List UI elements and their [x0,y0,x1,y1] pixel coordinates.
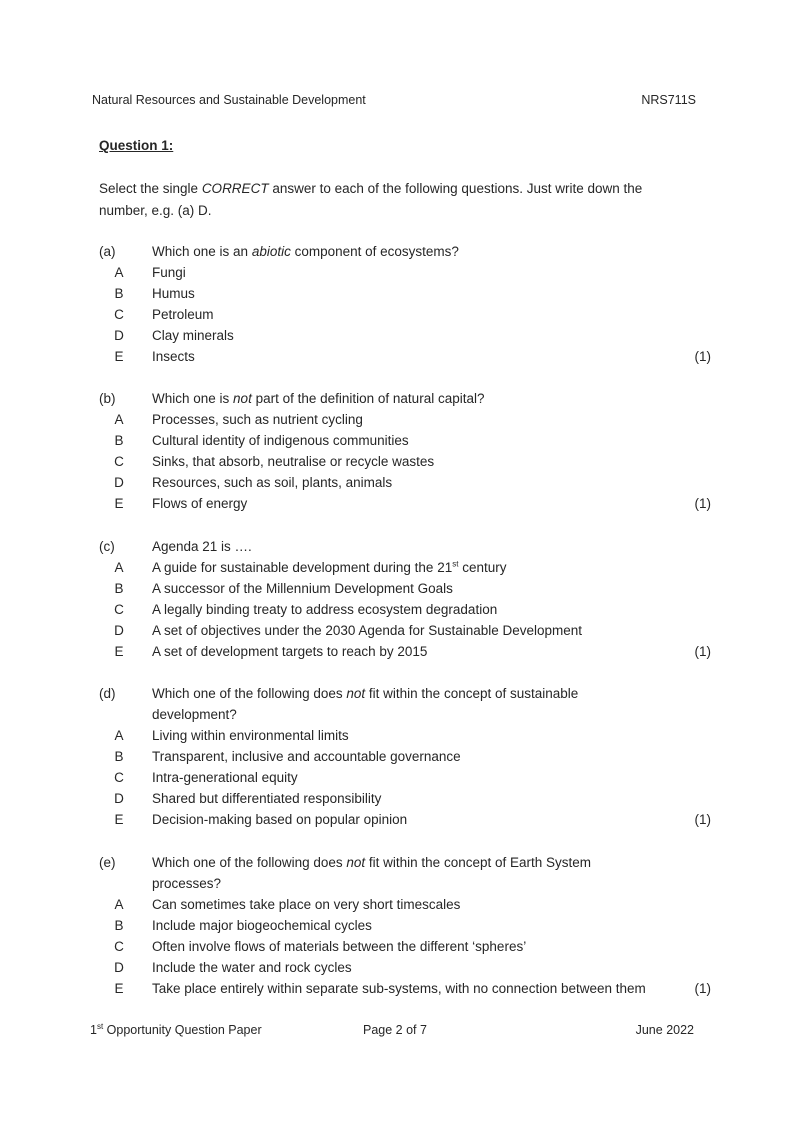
option-letter: B [114,581,124,596]
option-letter: A [114,728,124,743]
option-letter: C [114,770,124,785]
mark-allocation: (1) [694,812,711,827]
question-a [0,241,794,367]
option-row [0,472,794,493]
option-letter: D [114,475,124,490]
option-row [0,346,794,367]
option-letter: C [114,939,124,954]
option-letter: D [114,960,124,975]
option-letter: A [114,897,124,912]
option-letter: D [114,623,124,638]
option-letter: E [114,981,124,996]
option-letter: A [114,560,124,575]
question-c [0,536,794,662]
option-letter: B [114,286,124,301]
question-label: (d) [99,686,116,701]
question-title: Question 1: [99,138,174,153]
option-letter: C [114,307,124,322]
option-row [0,493,794,514]
course-title: Natural Resources and Sustainable Development [92,93,366,107]
option-row [0,788,794,809]
question-label: (a) [99,244,116,259]
option-row [0,451,794,472]
option-letter: B [114,749,124,764]
option-row [0,936,794,957]
option-row [0,915,794,936]
footer-page-number: Page 2 of 7 [363,1023,427,1037]
option-text: Petroleum [152,307,214,322]
option-row [0,599,794,620]
question-label: (e) [99,855,116,870]
option-row [0,557,794,578]
option-row [0,304,794,325]
question-label: (c) [99,539,115,554]
option-letter: A [114,412,124,427]
option-text: Take place entirely within separate sub-systems, with no connection between them [152,981,646,996]
option-row [0,978,794,999]
footer-date: June 2022 [635,1023,694,1037]
question-stem: Which one is not part of the definition of natural capital? [152,391,485,406]
option-letter: E [114,496,124,511]
mark-allocation: (1) [694,644,711,659]
option-text: Shared but differentiated responsibility [152,791,382,806]
question-stem: Which one of the following does not fit within the concept of sustainable development? [152,686,579,722]
mark-allocation: (1) [694,496,711,511]
option-text: Clay minerals [152,328,234,343]
option-row [0,957,794,978]
question-stem: Agenda 21 is …. [152,539,252,554]
option-row [0,325,794,346]
option-letter: A [114,265,124,280]
option-text: A successor of the Millennium Development Goals [152,581,453,596]
option-text: Transparent, inclusive and accountable governance [152,749,461,764]
option-row [0,578,794,599]
option-row [0,430,794,451]
option-text: Sinks, that absorb, neutralise or recycle wastes [152,454,435,469]
question-b [0,388,794,514]
instruction-text [99,178,669,222]
option-text: Decision-making based on popular opinion [152,812,408,827]
option-row [0,409,794,430]
option-text: Include the water and rock cycles [152,960,352,975]
option-text: Insects [152,349,195,364]
mark-allocation: (1) [694,981,711,996]
option-letter: B [114,918,124,933]
question-label: (b) [99,391,116,406]
option-text: Include major biogeochemical cycles [152,918,372,933]
option-letter: E [114,349,124,364]
option-row [0,746,794,767]
option-text: Flows of energy [152,496,248,511]
option-row [0,809,794,830]
footer-paper-label: 1st Opportunity Question Paper [90,1021,262,1037]
option-row [0,767,794,788]
option-row [0,283,794,304]
option-text: Processes, such as nutrient cycling [152,412,363,427]
option-text: Often involve flows of materials between the different ‘spheres’ [152,939,527,954]
option-text: Cultural identity of indigenous communities [152,433,409,448]
option-row [0,641,794,662]
question-e [0,852,794,999]
instruction-post: answer to each of the following questions. Just write down the number, e.g. (a) D. [99,181,643,218]
option-text: Fungi [152,265,186,280]
option-text: A set of development targets to reach by 2015 [152,644,428,659]
instruction-emphasis: CORRECT [201,181,269,196]
option-letter: B [114,433,124,448]
option-text: Intra-generational equity [152,770,298,785]
option-row [0,725,794,746]
option-row [0,894,794,915]
option-text: Living within environmental limits [152,728,349,743]
option-letter: E [114,812,124,827]
option-text: A set of objectives under the 2030 Agenda for Sustainable Development [152,623,583,638]
question-stem: Which one is an abiotic component of ecosystems? [152,244,459,259]
option-text: A legally binding treaty to address ecosystem degradation [152,602,498,617]
option-text: Can sometimes take place on very short timescales [152,897,461,912]
option-letter: D [114,328,124,343]
option-row [0,620,794,641]
option-letter: C [114,602,124,617]
option-row [0,262,794,283]
option-letter: C [114,454,124,469]
question-d [0,683,794,830]
course-code: NRS711S [641,93,696,107]
option-text: Resources, such as soil, plants, animals [152,475,393,490]
option-text: Humus [152,286,195,301]
option-text: A guide for sustainable development during the 21st century [152,559,507,575]
question-stem: Which one of the following does not fit within the concept of Earth System processes? [152,855,592,891]
option-letter: D [114,791,124,806]
mark-allocation: (1) [694,349,711,364]
option-letter: E [114,644,124,659]
instruction-pre: Select the single [99,181,202,196]
